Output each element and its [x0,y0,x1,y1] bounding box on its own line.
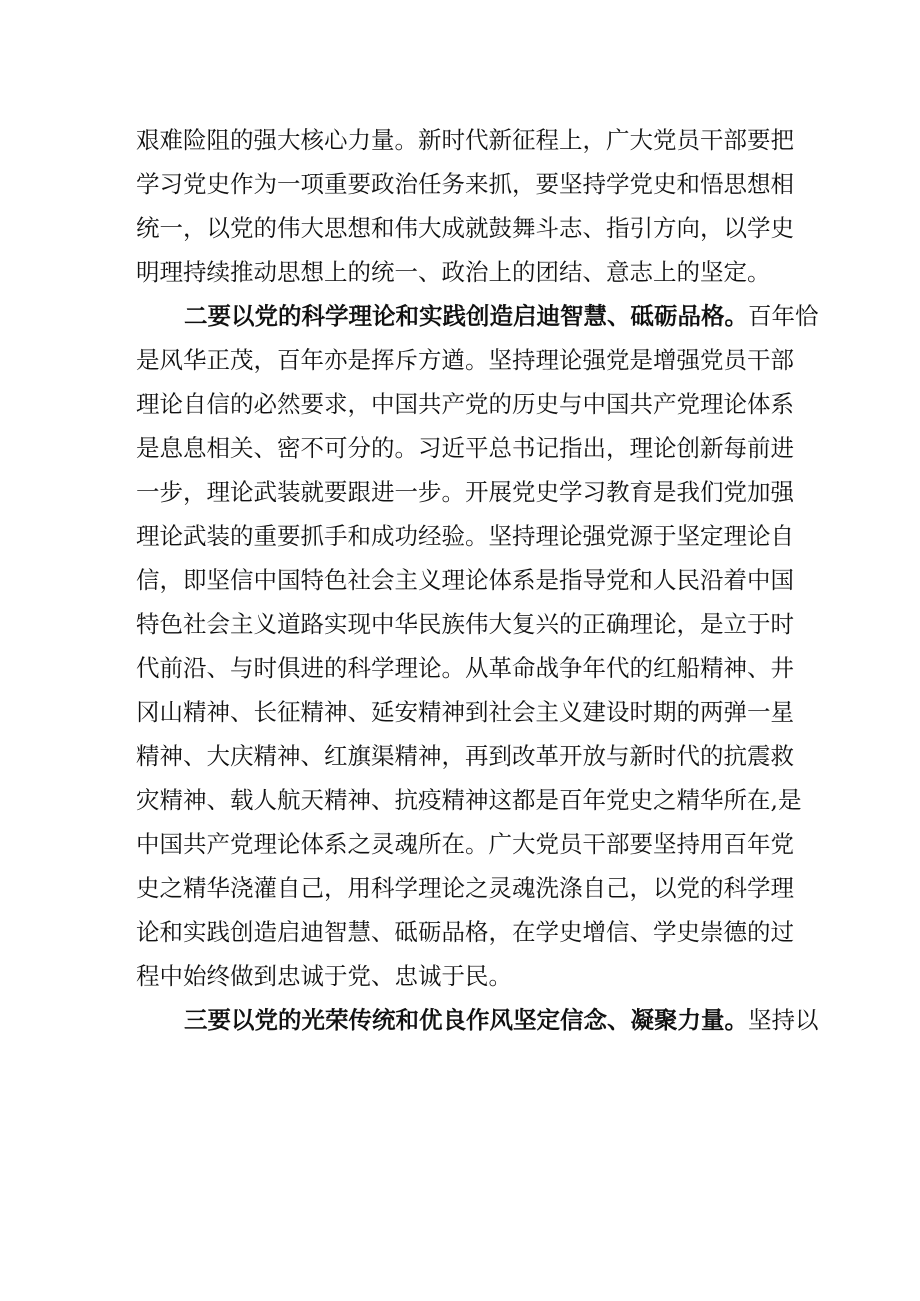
paragraph-2-first-line-rest: 百年恰 [748,302,819,330]
paragraph-3-first-line [184,1000,819,1040]
paragraph-2-line: 冈山精神、长征精神、延安精神到社会主义建设时期的两弹一星 [136,698,794,726]
paragraph-3-heading: 三要以党的光荣传统和优良作风坚定信念、凝聚力量。 [184,1006,748,1034]
paragraph-2-line: 是息息相关、密不可分的。习近平总书记指出，理论创新每前进 [136,434,794,462]
paragraph-2-line: 是风华正茂，百年亦是挥斥方遒。坚持理论强党是增强党员干部 [136,346,794,374]
paragraph-2-line: 特色社会主义道路实现中华民族伟大复兴的正确理论，是立于时 [136,610,794,638]
paragraph-2-line: 中国共产党理论体系之灵魂所在。广大党员干部要坚持用百年党 [136,830,794,858]
paragraph-2-heading: 二要以党的科学理论和实践创造启迪智慧、砥砺品格。 [184,302,748,330]
paragraph-2-first-line [184,296,819,336]
paragraph-1-line: 艰难险阻的强大核心力量。新时代新征程上，广大党员干部要把 [136,126,794,154]
paragraph-2-line: 一步，理论武装就要跟进一步。开展党史学习教育是我们党加强 [136,478,794,506]
paragraph-2-line: 精神、大庆精神、红旗渠精神，再到改革开放与新时代的抗震救 [136,742,794,770]
paragraph-3-first-line-rest: 坚持以 [748,1006,819,1034]
paragraph-2-line: 论和实践创造启迪智慧、砥砺品格，在学史增信、学史崇德的过 [136,918,794,946]
paragraph-2-line: 信，即坚信中国特色社会主义理论体系是指导党和人民沿着中国 [136,566,794,594]
paragraph-2-line: 史之精华浇灌自己，用科学理论之灵魂洗涤自己，以党的科学理 [136,874,794,902]
paragraph-2-line: 灾精神、载人航天精神、抗疫精神这都是百年党史之精华所在,是 [136,786,802,814]
paragraph-2-line: 理论武装的重要抓手和成功经验。坚持理论强党源于坚定理论自 [136,522,794,550]
paragraph-1-line: 明理持续推动思想上的统一、政治上的团结、意志上的坚定。 [136,258,771,286]
paragraph-1-line: 学习党史作为一项重要政治任务来抓，要坚持学党史和悟思想相 [136,170,794,198]
paragraph-1-line: 统一，以党的伟大思想和伟大成就鼓舞斗志、指引方向，以学史 [136,214,794,242]
paragraph-2-line: 理论自信的必然要求，中国共产党的历史与中国共产党理论体系 [136,390,794,418]
paragraph-2-line: 程中始终做到忠诚于党、忠诚于民。 [136,962,512,990]
paragraph-2-line: 代前沿、与时俱进的科学理论。从革命战争年代的红船精神、井 [136,654,794,682]
